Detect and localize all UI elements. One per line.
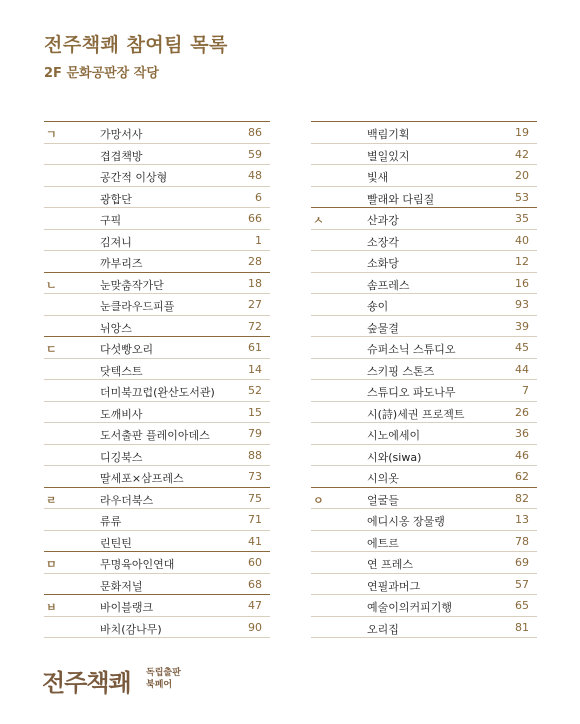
group-letter: ㅅ [313, 214, 324, 227]
team-name: 슈퍼소닉 스튜디오 [367, 343, 456, 356]
booth-number: 52 [248, 384, 262, 397]
booth-number: 12 [515, 255, 529, 268]
booth-number: 14 [248, 362, 262, 376]
booth-number: 26 [515, 405, 529, 419]
list-item [311, 552, 537, 574]
list-item [44, 230, 270, 252]
booth-number: 57 [515, 577, 529, 591]
team-name: 광합단 [100, 192, 132, 206]
list-item [311, 531, 537, 553]
list-item [311, 294, 537, 316]
logo-sub-line-2: 북페어 [146, 680, 173, 690]
team-name: 김져니 [100, 235, 132, 249]
booth-number: 60 [248, 556, 262, 569]
list-item [44, 487, 270, 510]
team-name: 시노에세이 [367, 429, 421, 442]
booth-number: 16 [515, 276, 529, 290]
team-name: 다섯빵오리 [100, 343, 154, 356]
booth-number: 86 [248, 126, 262, 139]
list-item [311, 423, 537, 445]
team-name: 연필과머그 [367, 579, 421, 593]
list-item [311, 273, 537, 295]
team-name: 공간적 이상형 [100, 171, 168, 184]
booth-number: 88 [248, 448, 262, 462]
team-name: 닷텍스트 [100, 364, 143, 378]
team-name: 린틴틴 [100, 536, 132, 550]
booth-number: 40 [515, 233, 529, 247]
booth-number: 35 [515, 212, 529, 225]
booth-number: 82 [515, 491, 529, 505]
list-item [44, 144, 270, 166]
team-name: 눈맞춤작가단 [100, 278, 164, 292]
list-item [44, 272, 270, 295]
booth-number: 68 [248, 577, 262, 591]
team-name: 눈클라우드피플 [100, 300, 175, 313]
booth-number: 1 [255, 233, 262, 247]
list-item [44, 531, 270, 553]
list-item [44, 509, 270, 531]
logo-sub-line-1: 독립출판 [146, 668, 181, 678]
list-item [44, 251, 270, 273]
list-item [311, 144, 537, 166]
booth-number: 65 [515, 599, 529, 612]
brand-logo: 전주책쾌 [42, 669, 131, 697]
list-item [44, 165, 270, 187]
list-item [311, 445, 537, 467]
list-item [44, 122, 270, 144]
left-team-list [44, 121, 270, 638]
team-name: 소장각 [367, 235, 399, 249]
booth-number: 47 [248, 599, 262, 612]
list-item [311, 402, 537, 424]
team-name: 연 프레스 [367, 558, 414, 571]
team-name: 라우더북스 [100, 493, 154, 507]
booth-number: 53 [515, 190, 529, 204]
booth-number: 72 [248, 319, 262, 333]
team-name: 더미북끄럽(완산도서관) [100, 386, 215, 399]
list-item [44, 574, 270, 596]
team-name: 디깅북스 [100, 450, 143, 464]
list-item [311, 617, 537, 639]
list-item [311, 230, 537, 252]
page-subtitle: 2F 문화공판장 작당 [44, 66, 159, 81]
team-name: 시와(siwa) [367, 450, 422, 464]
booth-number: 62 [515, 470, 529, 483]
group-letter: ㄴ [46, 278, 57, 292]
page-title: 전주책쾌 참여팀 목록 [44, 34, 228, 56]
booth-number: 13 [515, 513, 529, 526]
booth-number: 81 [515, 620, 529, 634]
list-item [311, 251, 537, 273]
team-name: 예술이의커피기행 [367, 601, 453, 614]
booth-number: 59 [248, 147, 262, 161]
group-letter: ㅇ [313, 493, 324, 507]
list-item [311, 207, 537, 230]
booth-number: 75 [248, 491, 262, 505]
team-name: 뉘앙스 [100, 321, 132, 335]
booth-number: 71 [248, 513, 262, 526]
team-name: 백림기획 [367, 128, 410, 141]
list-item [311, 165, 537, 187]
list-item [44, 423, 270, 445]
booth-number: 69 [515, 556, 529, 569]
list-item [311, 359, 537, 381]
list-item [44, 336, 270, 359]
list-item [44, 359, 270, 381]
team-name: 소화당 [367, 257, 399, 270]
booth-number: 61 [248, 341, 262, 354]
team-name: 스키핑 스톤즈 [367, 364, 435, 378]
booth-number: 73 [248, 470, 262, 483]
team-name: 시의옷 [367, 472, 399, 485]
list-item [311, 595, 537, 617]
list-item [44, 551, 270, 574]
list-item [311, 187, 537, 209]
booth-number: 42 [515, 147, 529, 161]
group-letter: ㄱ [46, 128, 57, 141]
group-letter: ㄷ [46, 343, 57, 356]
booth-number: 18 [248, 276, 262, 290]
booth-number: 44 [515, 362, 529, 376]
team-name: 도깨비사 [100, 407, 143, 421]
booth-number: 93 [515, 298, 529, 311]
booth-number: 41 [248, 534, 262, 548]
list-item [44, 445, 270, 467]
booth-number: 15 [248, 405, 262, 419]
list-item [44, 187, 270, 209]
team-name: 숑이 [367, 300, 389, 313]
booth-number: 39 [515, 319, 529, 333]
list-item [44, 466, 270, 488]
right-team-list [311, 121, 537, 638]
list-item [44, 316, 270, 338]
booth-number: 19 [515, 126, 529, 139]
list-item [44, 617, 270, 639]
team-name: 까부리즈 [100, 257, 143, 270]
team-name: 얼굴들 [367, 493, 399, 507]
list-item [311, 509, 537, 531]
team-name: 도서출판 플레이아데스 [100, 429, 210, 442]
team-name: 시(詩)세권 프로젝트 [367, 407, 465, 421]
team-name: 에디시옹 장물랭 [367, 515, 445, 528]
booth-number: 36 [515, 427, 529, 440]
booth-number: 20 [515, 169, 529, 182]
list-item [44, 294, 270, 316]
booth-number: 66 [248, 212, 262, 225]
team-name: 오리집 [367, 622, 399, 636]
list-item [311, 122, 537, 144]
team-name: 숲물결 [367, 321, 399, 335]
booth-number: 6 [255, 190, 262, 204]
brand-logo-subtitle [146, 667, 226, 691]
team-name: 딸세포×삼프레스 [100, 472, 184, 485]
list-item [44, 402, 270, 424]
team-name: 문화저널 [100, 579, 143, 593]
booth-number: 90 [248, 620, 262, 634]
list-item [311, 466, 537, 488]
list-item [311, 380, 537, 402]
booth-number: 27 [248, 298, 262, 311]
team-name: 무명육아인연대 [100, 558, 175, 571]
team-name: 솜프레스 [367, 278, 410, 292]
booth-number: 78 [515, 534, 529, 548]
team-name: 에트르 [367, 536, 399, 550]
group-letter: ㅂ [46, 601, 57, 614]
group-letter: ㅁ [46, 558, 57, 571]
team-name: 류류 [100, 515, 122, 528]
booth-number: 7 [522, 384, 529, 397]
team-name: 빛새 [367, 171, 389, 184]
team-name: 구픽 [100, 214, 122, 227]
team-name: 빨래와 다림질 [367, 192, 435, 206]
booth-number: 28 [248, 255, 262, 268]
list-item [311, 316, 537, 338]
booth-number: 48 [248, 169, 262, 182]
group-letter: ㄹ [46, 493, 57, 507]
list-item [311, 337, 537, 359]
team-name: 산과강 [367, 214, 399, 227]
booth-number: 45 [515, 341, 529, 354]
team-name: 스튜디오 파도나무 [367, 386, 456, 399]
footer-logo [42, 663, 181, 698]
list-item [311, 574, 537, 596]
list-item [44, 208, 270, 230]
list-item [311, 487, 537, 510]
booth-number: 79 [248, 427, 262, 440]
team-name: 바치(감나무) [100, 622, 162, 636]
team-name: 바이블랭크 [100, 601, 154, 614]
team-name: 가망서사 [100, 128, 143, 141]
team-name: 별일있지 [367, 149, 410, 163]
list-item [44, 380, 270, 402]
booth-number: 46 [515, 448, 529, 462]
list-item [44, 594, 270, 617]
team-name: 겹겹책방 [100, 149, 143, 163]
